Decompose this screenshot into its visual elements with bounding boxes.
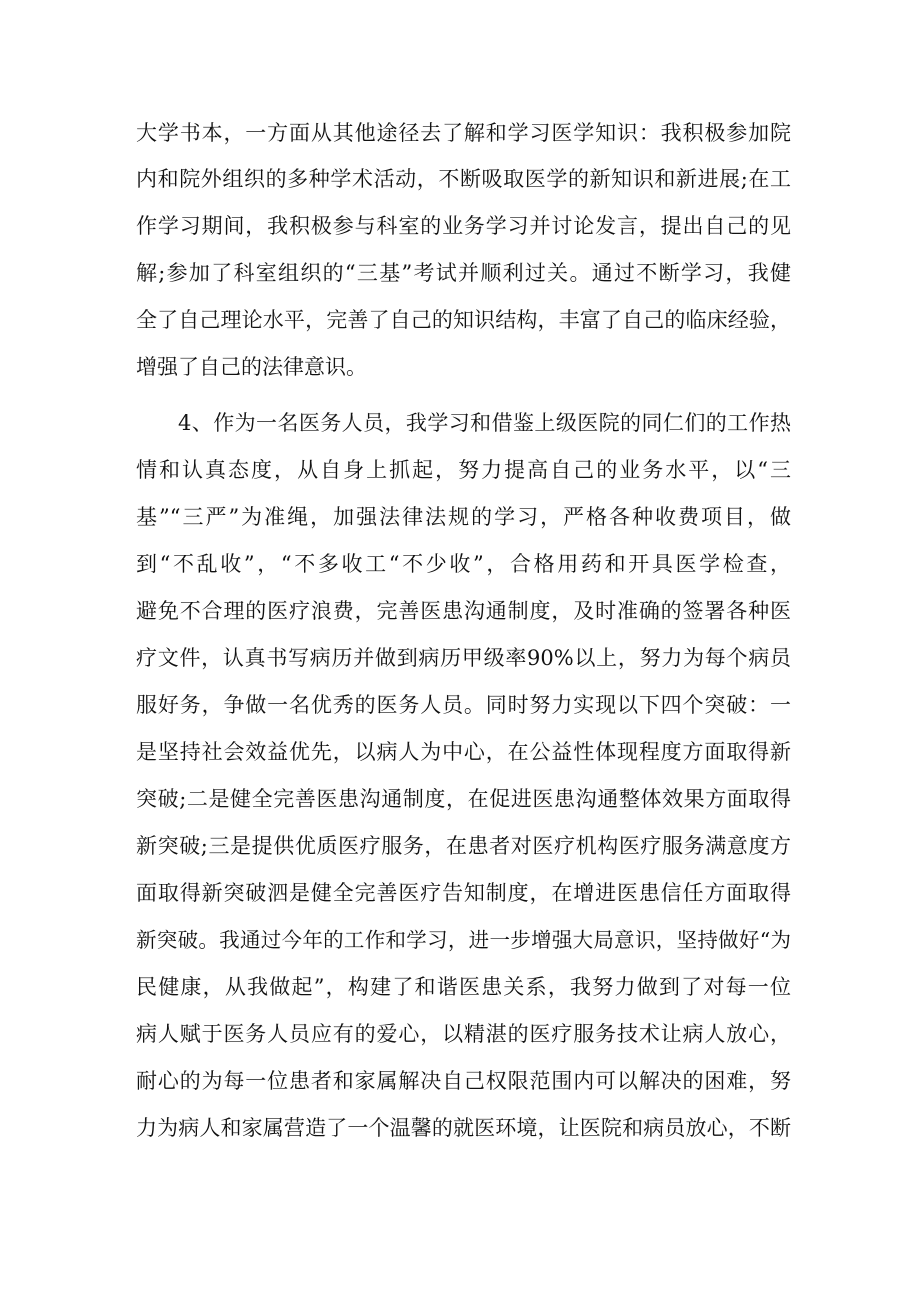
text-line: 大学书本，一方面从其他途径去了解和学习医学知识：我积极参加院 xyxy=(136,121,791,145)
text-line: 全了自己理论水平，完善了自己的知识结构，丰富了自己的临床经验， xyxy=(136,308,791,332)
text-line: 到“不乱收”，“不多收工“不少收”，合格用药和开具医学检查， xyxy=(136,552,791,576)
text-line: 病人赋于医务人员应有的爱心，以精湛的医疗服务技术让病人放心， xyxy=(136,1022,791,1046)
text-line: 突破;二是健全完善医患沟通制度，在促进医患沟通整体效果方面取得 xyxy=(136,787,791,811)
text-line: 服好务，争做一名优秀的医务人员。同时努力实现以下四个突破：一 xyxy=(136,693,791,717)
text-line: 作学习期间，我积极参与科室的业务学习并讨论发言，提出自己的见 xyxy=(136,214,791,238)
text-line: 内和院外组织的多种学术活动，不断吸取医学的新知识和新进展;在工 xyxy=(136,167,791,191)
text-line: 民健康，从我做起”，构建了和谐医患关系，我努力做到了对每一位 xyxy=(136,975,791,999)
text-line: 情和认真态度，从自身上抓起，努力提高自己的业务水平，以“三 xyxy=(136,458,791,482)
text-line: 增强了自己的法律意识。 xyxy=(136,355,367,379)
paragraph-4-first-line: 4、作为一名医务人员，我学习和借鉴上级医院的同仁们的工作热 xyxy=(178,411,791,435)
text-line: 耐心的为每一位患者和家属解决自己权限范围内可以解决的困难，努 xyxy=(136,1069,791,1093)
text-line: 新突破;三是提供优质医疗服务，在患者对医疗机构医疗服务满意度方 xyxy=(136,834,791,858)
text-line: 新突破。我通过今年的工作和学习，进一步增强大局意识，坚持做好“为 xyxy=(136,928,791,952)
text-line: 是坚持社会效益优先，以病人为中心，在公益性体现程度方面取得新 xyxy=(136,740,791,764)
text-line: 解;参加了科室组织的“三基”考试并顺利过关。通过不断学习，我健 xyxy=(136,261,791,285)
text-line: 力为病人和家属营造了一个温馨的就医环境，让医院和病员放心，不断 xyxy=(136,1116,791,1140)
text-line: 面取得新突破泗是健全完善医疗告知制度，在增进医患信任方面取得 xyxy=(136,881,791,905)
text-line: 基”“三严”为准绳，加强法律法规的学习，严格各种收费项目，做 xyxy=(136,505,791,529)
text-line: 避免不合理的医疗浪费，完善医患沟通制度，及时准确的签署各种医 xyxy=(136,599,791,623)
text-line: 疗文件，认真书写病历并做到病历甲级率90%以上，努力为每个病员 xyxy=(136,646,791,670)
